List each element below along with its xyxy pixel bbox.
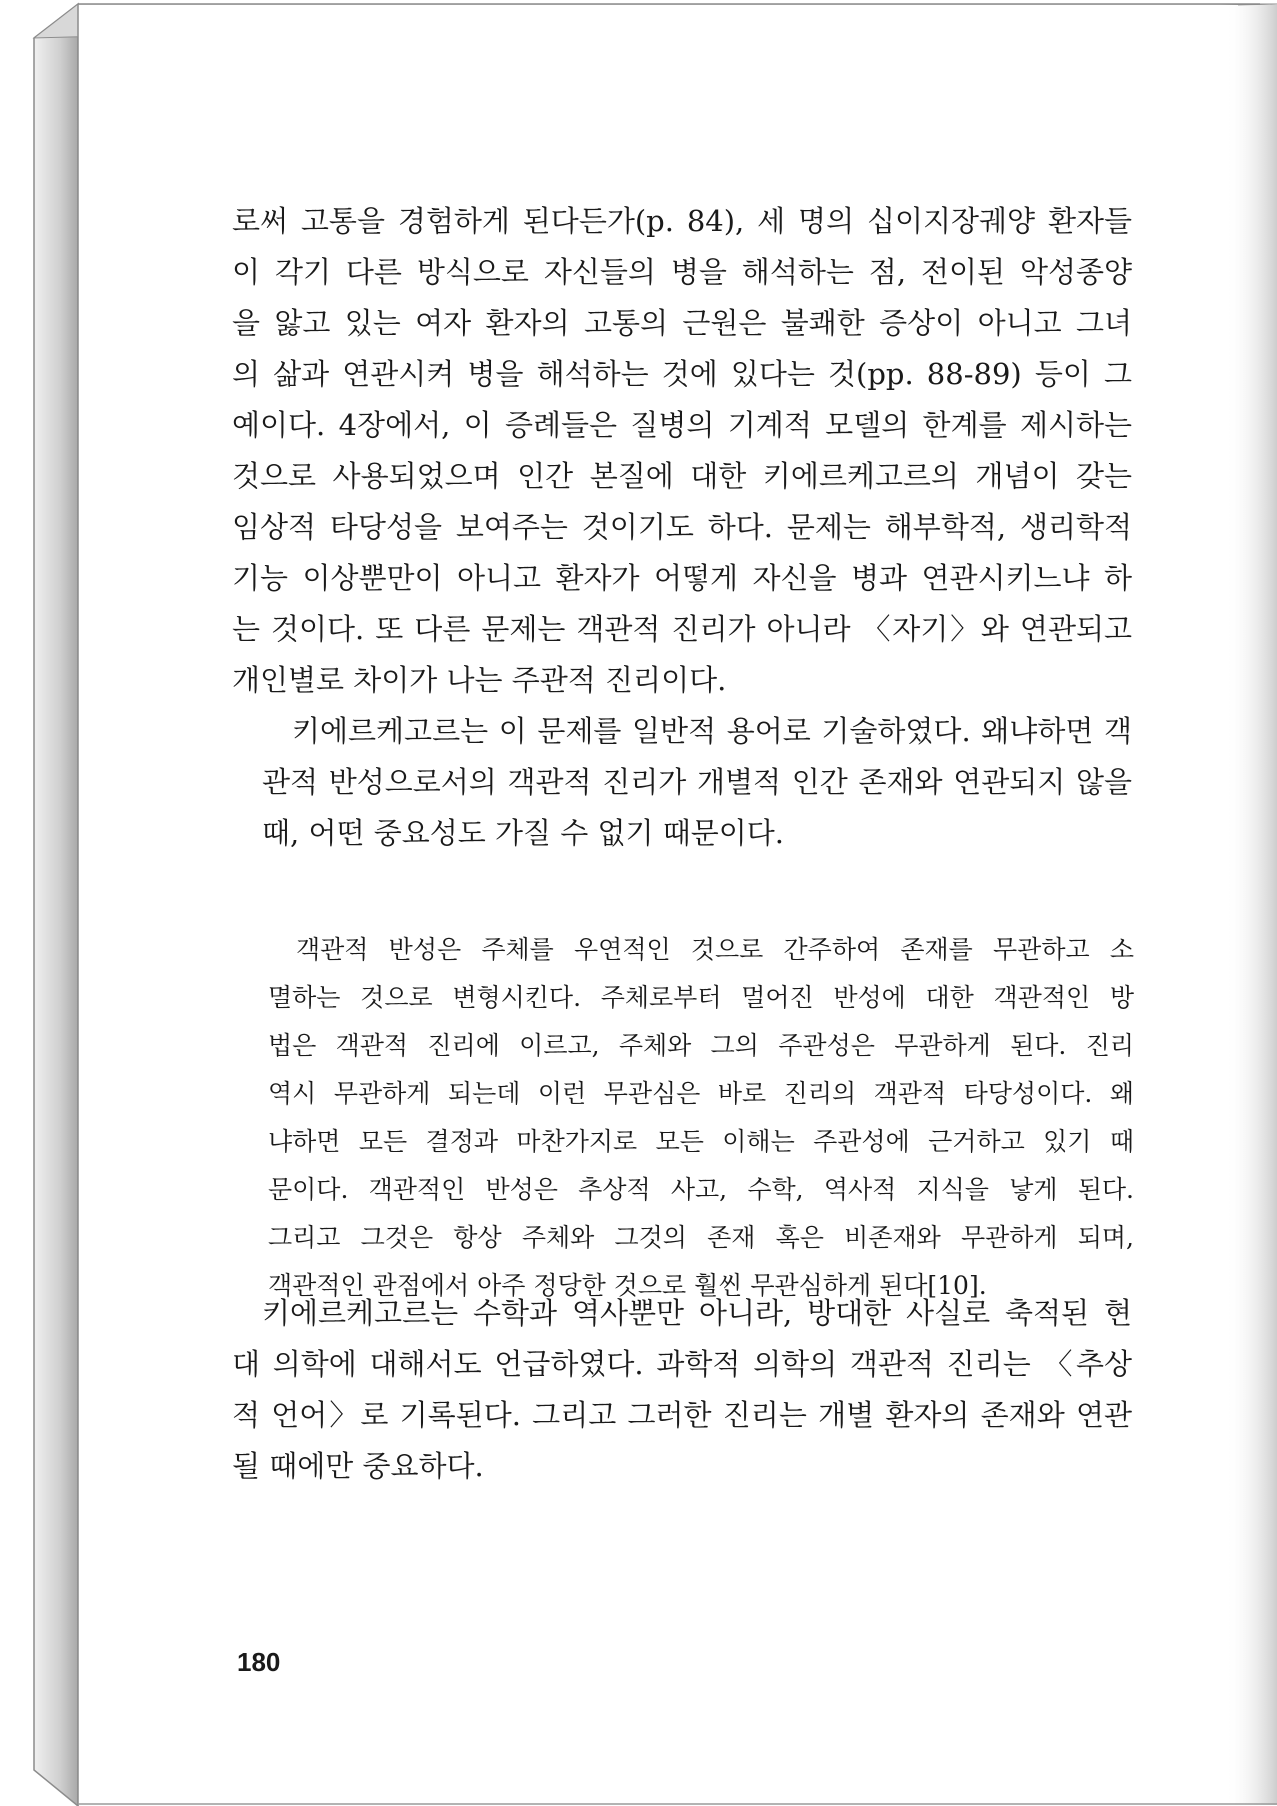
quotation-line: 법은 객관적 진리에 이르고, 주체와 그의 주관성은 무관하게 된다. 진리: [268, 1031, 1134, 1060]
paragraph-line: 것으로 사용되었으며 인간 본질에 대한 키에르케고르의 개념이 갖는: [232, 459, 1132, 493]
quotation-line: 역시 무관하게 되는데 이런 무관심은 바로 진리의 객관적 타당성이다. 왜: [268, 1079, 1134, 1108]
paragraph-line: 의 삶과 연관시켜 병을 해석하는 것에 있다는 것(pp. 88-89) 등이 그: [232, 357, 1132, 391]
paragraph-line: 로써 고통을 경험하게 된다든가(p. 84), 세 명의 십이지장궤양 환자들: [232, 204, 1132, 238]
paragraph-line: 때, 어떤 중요성도 가질 수 없기 때문이다.: [262, 816, 784, 850]
page-text-area: [232, 196, 1134, 1483]
paragraph-line: 관적 반성으로서의 객관적 진리가 개별적 인간 존재와 연관되지 않을: [262, 765, 1132, 799]
paragraph-line: 적 언어〉로 기록된다. 그리고 그러한 진리는 개별 환자의 존재와 연관: [232, 1398, 1132, 1432]
quotation-line: 객관적인 관점에서 아주 정당한 것으로 훨씬 무관심하게 된다[10].: [268, 1271, 987, 1300]
paragraph-line: 기능 이상뿐만이 아니고 환자가 어떻게 자신을 병과 연관시키느냐 하: [232, 561, 1132, 595]
page-right-shadow: [1225, 5, 1277, 1805]
quotation-line: 문이다. 객관적인 반성은 추상적 사고, 수학, 역사적 지식을 낳게 된다.: [268, 1175, 1134, 1204]
paragraph-line: 개인별로 차이가 나는 주관적 진리이다.: [232, 663, 727, 697]
paragraph-line: 이 각기 다른 방식으로 자신들의 병을 해석하는 점, 전이된 악성종양: [232, 255, 1132, 289]
quotation-line: 멸하는 것으로 변형시킨다. 주체로부터 멀어진 반성에 대한 객관적인 방: [268, 983, 1134, 1012]
quotation-line: 객관적 반성은 주체를 우연적인 것으로 간주하여 존재를 무관하고 소: [296, 935, 1134, 964]
quotation-line: 냐하면 모든 결정과 마찬가지로 모든 이해는 주관성에 근거하고 있기 때: [268, 1127, 1134, 1156]
block-quotation: [268, 926, 1134, 1310]
page-number: 180: [237, 1647, 281, 1677]
paragraph-line: 는 것이다. 또 다른 문제는 객관적 진리가 아니라 〈자기〉와 연관되고: [232, 612, 1132, 646]
paragraph-3: [232, 1288, 1132, 1492]
paragraph-line: 키에르케고르는 수학과 역사뿐만 아니라, 방대한 사실로 축적된 현: [262, 1296, 1132, 1330]
paragraph-line: 임상적 타당성을 보여주는 것이기도 하다. 문제는 해부학적, 생리학적: [232, 510, 1132, 544]
paragraph-line: 키에르케고르는 이 문제를 일반적 용어로 기술하였다. 왜냐하면 객: [292, 714, 1132, 748]
paragraph-1: [232, 196, 1132, 706]
paragraph-line: 예이다. 4장에서, 이 증례들은 질병의 기계적 모델의 한계를 제시하는: [232, 408, 1132, 442]
paragraph-line: 을 앓고 있는 여자 환자의 고통의 근원은 불쾌한 증상이 아니고 그녀: [232, 306, 1132, 340]
paragraph-line: 될 때에만 중요하다.: [232, 1449, 484, 1483]
paragraph-2: [232, 706, 1132, 859]
book-spine: [34, 4, 78, 1806]
quotation-line: 그리고 그것은 항상 주체와 그것의 존재 혹은 비존재와 무관하게 되며,: [268, 1223, 1134, 1252]
paragraph-line: 대 의학에 대해서도 언급하였다. 과학적 의학의 객관적 진리는 〈추상: [232, 1347, 1132, 1381]
